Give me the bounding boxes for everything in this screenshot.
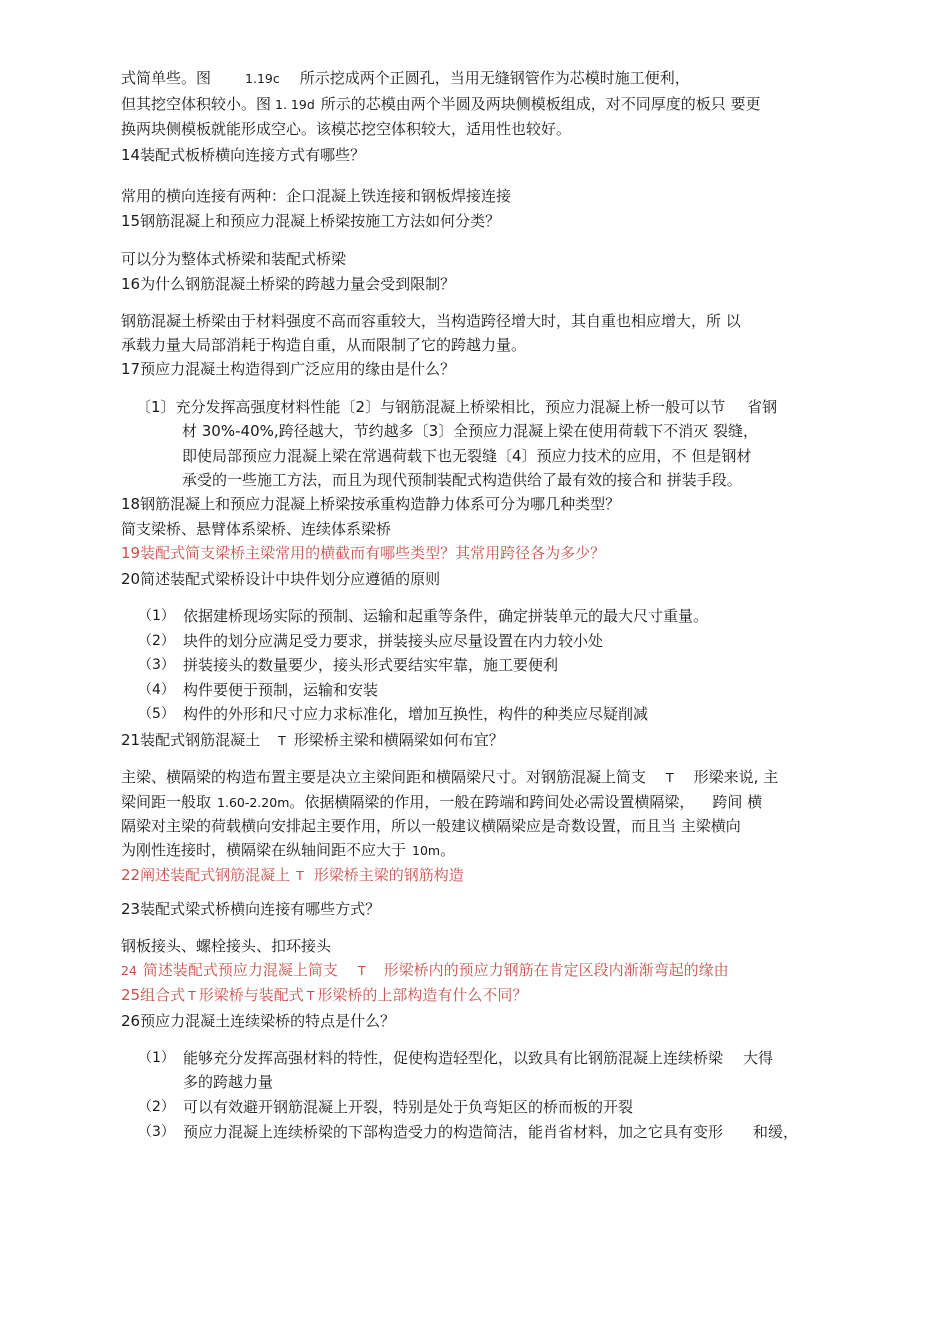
list-item: 块件的划分应满足受力要求，拼装接头应尽量设置在内力较小处 [183, 632, 604, 650]
text-line [121, 93, 761, 116]
text-segment: 主梁、横隔梁的构造布置主要是决立主梁间距和横隔梁尺寸。对钢筋混凝上简支 [121, 768, 647, 786]
question-15: 15钢筋混凝上和预应力混凝上桥梁按施工方法如何分类？ [121, 212, 501, 230]
text-segment: 省钢 [747, 398, 778, 416]
text-segment: T [666, 770, 674, 785]
answer-18: 简支梁桥、悬臂体系梁桥、连续体系梁桥 [121, 520, 392, 538]
text-segment: T [306, 988, 315, 1003]
text-segment: 〔1〕充分发挥高强度材料性能〔2〕与钢筋混凝上桥梁相比，预应力混凝上桥一般可以节 [136, 398, 726, 416]
text-segment: 。依据横隔梁的作用，一般在跨端和跨间处必需设置横隔梁， [289, 793, 695, 811]
list-item: 构件的外形和尺寸应力求标准化，增加互换性，构件的种类应尽疑削减 [183, 705, 649, 723]
text-segment: 大得 [743, 1049, 774, 1067]
question-23: 23装配式梁式桥横向连接有哪些方式？ [121, 900, 381, 918]
answer-16-line1: 钢筋混凝土桥梁由于材料强度不高而容重较大，当构造跨径增大时，其自重也相应增大，所 以 [121, 312, 741, 330]
answer-16-line2: 承载力量大局部消耗于构造自重，从而限制了它的跨越力量。 [121, 336, 527, 354]
answer-21-line1 [121, 766, 778, 789]
question-19: 19装配式简支梁桥主梁常用的横截而有哪些类型？其常用跨径各为多少？ [121, 544, 606, 562]
text-segment: 21装配式钢筋混凝土 [121, 731, 261, 749]
question-22 [121, 864, 464, 887]
list-item: 可以有效避开钢筋混凝上开裂，特别是处于负弯矩区的桥而板的开裂 [183, 1098, 634, 1116]
text-segment: 形梁来说, 主 [693, 768, 779, 786]
list-number: （3） [138, 657, 175, 673]
text-segment: 22阐述装配式钢筋混凝上 [121, 866, 291, 884]
answer-21-line4 [121, 839, 455, 862]
list-number: （1） [138, 608, 175, 624]
text-segment: 10m [412, 843, 441, 858]
text-segment: 能够充分发挥高强材料的特性，促使构造轻型化，以致具有比钢筋混凝上连续桥梁 [183, 1049, 724, 1067]
text-segment: 1.60-2.20m [217, 795, 290, 810]
text-segment: 预应力混凝上连续桥梁的下部构造受力的构造简洁，能肖省材料，加之它具有变形 [183, 1123, 724, 1141]
answer-17-line4: 承受的一些施工方法，而且为现代预制装配式构造供给了最有效的接合和 拼装手段。 [182, 471, 742, 489]
text-segment: 。 [440, 841, 456, 859]
text-segment: 形梁桥主梁的钢筋构造 [313, 866, 464, 884]
list-number: （4） [138, 682, 175, 698]
list-item: 构件要便于预制，运输和安装 [183, 681, 379, 699]
list-number: （1） [138, 1050, 175, 1066]
text-segment: 简述装配式预应力混凝上简支 [142, 961, 338, 979]
answer-21-line3: 隔梁对主梁的荷载横向安排起主要作用，所以一般建议横隔梁应是奇数设置，而且当 主梁横向 [121, 817, 741, 835]
list-item [183, 1121, 798, 1143]
text-segment: 式简单些。图 [121, 69, 212, 87]
answer-17-line1 [136, 396, 777, 418]
text-segment: T [357, 963, 366, 978]
question-25 [121, 984, 527, 1007]
list-item [183, 1047, 773, 1069]
text-segment: 所示挖成两个正圆孔，当用无缝钢管作为芯模时施工便利， [299, 69, 690, 87]
text-segment: 所示的芯模由两个半圆及两块侧模板组成，对不同厚度的板只 要更 [320, 95, 761, 113]
text-segment: 和缓， [753, 1123, 799, 1141]
list-item: 依据建桥现场实际的预制、运输和起重等条件，确定拼装单元的最大尺寸重量。 [183, 607, 709, 625]
text-segment: T [278, 733, 286, 748]
question-21 [121, 729, 504, 752]
text-segment: 形梁桥内的预应力钢筋在肯定区段内渐渐弯起的缘由 [383, 961, 729, 979]
text-line: 换两块侧模板就能形成空心。该模芯挖空体积较大，适用性也较好。 [121, 120, 572, 138]
list-number: （2） [138, 633, 175, 649]
figure-ref: 1.19c [245, 71, 280, 86]
answer-17-line3: 即使局部预应力混凝上梁在常遇荷载下也无裂缝〔4〕预应力技术的应用，不 但是钢材 [182, 447, 752, 465]
text-segment: 形梁桥与装配式 [198, 986, 304, 1004]
text-segment: T [296, 868, 304, 883]
list-item: 拼装接头的数量要少，接头形式要结实牢靠，施工要便利 [183, 656, 559, 674]
list-item-continued: 多的跨越力量 [183, 1073, 274, 1091]
question-17: 17预应力混凝土构造得到广泛应用的缘由是什么？ [121, 360, 456, 378]
text-segment: 梁间距一般取 [121, 793, 212, 811]
question-24 [121, 959, 729, 982]
answer-23: 钢板接头、螺栓接头、扣环接头 [121, 937, 332, 955]
text-segment: 跨间 横 [712, 793, 763, 811]
question-20: 20简述装配式梁桥设计中块件划分应遵循的原则 [121, 570, 441, 588]
answer-21-line2 [121, 791, 762, 814]
question-26: 26预应力混凝土连续梁桥的特点是什么？ [121, 1012, 396, 1030]
question-18: 18钢筋混凝上和预应力混凝上桥梁按承重构造静力体系可分为哪几种类型？ [121, 495, 621, 513]
answer-14: 常用的横向连接有两种：企口混凝上铁连接和钢板焊接连接 [121, 187, 512, 205]
text-segment: 但其挖空体积较小。图 [121, 95, 272, 113]
answer-17-line2: 材 30%-40%,跨径越大，节约越多〔3〕全预应力混凝上梁在使用荷载下不消灭 裂缝， [182, 422, 758, 440]
text-segment: 形梁桥的上部构造有什么不同？ [317, 986, 528, 1004]
text-segment: 形梁桥主梁和横隔梁如何布宜？ [293, 731, 504, 749]
text-segment: T [188, 988, 196, 1003]
list-number: （5） [138, 706, 175, 722]
text-segment: 为刚性连接时，横隔梁在纵轴间距不应大于 [121, 841, 407, 859]
question-16: 16为什么钢筋混凝土桥梁的跨越力量会受到限制？ [121, 275, 456, 293]
figure-ref: 1. 19d [275, 97, 315, 112]
list-number: （2） [138, 1099, 175, 1115]
text-segment: 25组合式 [121, 986, 186, 1004]
question-14: 14装配式板桥横向连接方式有哪些？ [121, 146, 366, 164]
text-line [121, 67, 690, 90]
text-segment: 24 [121, 963, 137, 978]
list-number: （3） [138, 1124, 175, 1140]
answer-15: 可以分为整体式桥梁和装配式桥梁 [121, 250, 347, 268]
